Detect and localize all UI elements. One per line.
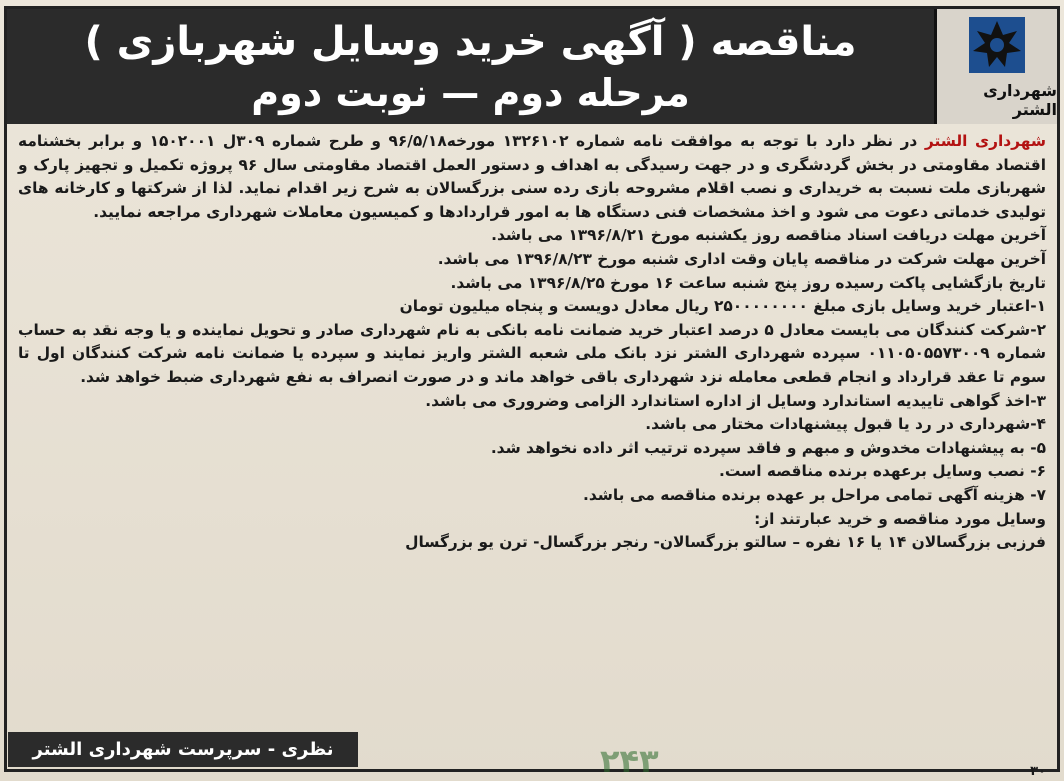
clause-6: ۶- نصب وسایل برعهده برنده مناقصه است. [718, 462, 1046, 481]
page-number: ۳۰ [1030, 764, 1046, 779]
handwritten-number: ۲۴۳ [600, 742, 659, 780]
ad-body [18, 130, 1046, 721]
opening-date: تاریخ بازگشایی پاکت رسیده روز پنج شنبه ساعت ۱۶ مورخ ۱۳۹۶/۸/۲۵ می باشد. [450, 273, 1046, 292]
header-titles [7, 9, 934, 124]
items-intro: وسایل مورد مناقصه و خرید عبارتند از: [754, 509, 1046, 528]
deadline-docs: آخرین مهلت دریافت اسناد مناقصه روز یکشنبه مورخ ۱۳۹۶/۸/۲۱ می باشد. [491, 226, 1046, 245]
clause-4: ۴-شهرداری در رد یا قبول پیشنهادات مختار می باشد. [645, 415, 1046, 434]
clause-5: ۵- به پیشنهادات مخدوش و مبهم و فاقد سپرده ترتیب اثر داده نخواهد شد. [490, 438, 1046, 457]
signature-box: نظری - سرپرست شهرداری الشتر [8, 732, 358, 767]
ad-title: مناقصه ( آگهی خرید وسایل شهربازی ) [84, 18, 857, 65]
ad-subtitle: مرحله دوم — نوبت دوم [251, 70, 690, 115]
items-list: فرزبی بزرگسالان ۱۴ یا ۱۶ نفره – سالتو بزرگسالان- رنجر بزرگسال- ترن یو بزرگسال [405, 533, 1046, 552]
ad-header [7, 9, 1057, 124]
deadline-submit: آخرین مهلت شرکت در مناقصه پایان وقت اداری شنبه مورخ ۱۳۹۶/۸/۲۳ می باشد. [437, 249, 1046, 268]
intro-text: در نظر دارد با توجه به موافقت نامه شماره ۱۳۲۶۱۰۲ مورخه۹۶/۵/۱۸ و طرح شماره ۳۰۹ل ۱۵۰۲۰۰۱ و برابر بخشنامه اقتصاد مقاومتی در بخش گردشگری و در جهت رسیدگی به اهداف و دستور العمل اقتصاد مقاومتی سال ۹۶ پروژه تکمیل و تجهیز پارک و شهربازی ملت نسبت به خریداری و نصب اقلام مشروحه بازی رده سنی بزرگسالان به شرح زیر اقدام نماید. لذا از شرکتها و کارخانه های تولیدی خدماتی دعوت می شود و اخذ مشخصات فنی دستگاه ها به امور قراردادها و کمیسیون معاملات شهرداری مراجعه نمایید. [18, 132, 1047, 221]
clause-3: ۳-اخذ گواهی تاییدیه استاندارد وسایل از اداره استاندارد الزامی وضروری می باشد. [425, 391, 1046, 410]
clause-2: ۲-شرکت کنندگان می بایست معادل ۵ درصد اعتبار خرید ضمانت نامه بانکی به نام شهرداری صادر و تحویل نماینده و یا وجه نقد به حساب شماره ۰۱۱۰۵۰۵۵۷۳۰۰۹ سپرده شهرداری الشتر نزد بانک ملی شعبه الشتر واریز نمایند و سپرده یا ضمانت نامه شرکت کنندگان اول تا سوم تا عقد قرارداد و انجام قطعی معامله نزد شهرداری باقی خواهد ماند و در صورت انصراف به نفع شهرداری ضبط خواهد شد. [18, 320, 1046, 386]
clause-1: ۱-اعتبار خرید وسایل بازی مبلغ ۲۵۰۰۰۰۰۰۰۰ ریال معادل دویست و پنجاه میلیون تومان [399, 297, 1046, 316]
intro-paragraph [18, 130, 1046, 224]
emblem-icon [967, 15, 1027, 75]
organization-name: شهرداری الشتر [924, 132, 1046, 150]
clause-7: ۷- هزینه آگهی تمامی مراحل بر عهده برنده مناقصه می باشد. [583, 485, 1046, 504]
logo-caption: شهرداری الشتر [983, 80, 1057, 119]
municipality-logo [934, 9, 1057, 124]
